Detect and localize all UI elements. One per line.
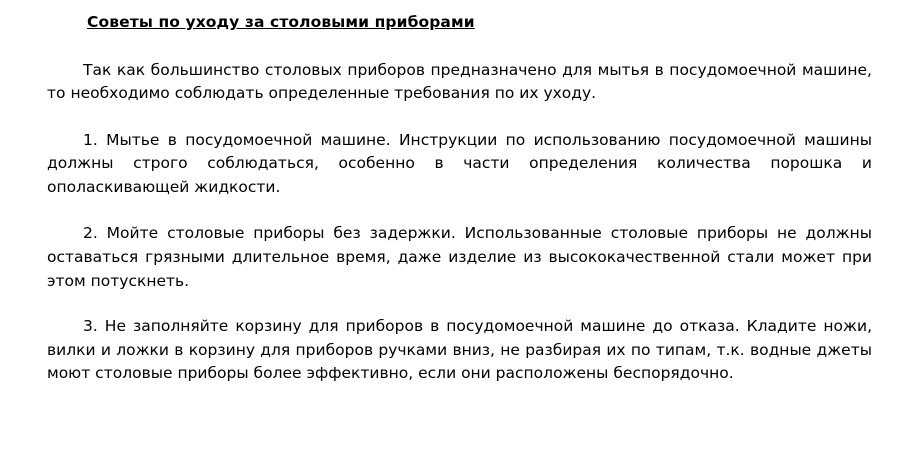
page-title: Советы по уходу за столовыми приборами — [87, 13, 475, 31]
paragraph-item-3: 3. Не заполняйте корзину для приборов в посудомоечной машине до отказа. Кладите ножи, вилки и ложки в корзину для приборов ручками вниз, не разбирая их по типам, т.к. водные джеты моют столовые приборы более эффективно, если они расположены беспорядочно. — [47, 317, 872, 383]
paragraph-item-2: 2. Мойте столовые приборы без задержки. Использованные столовые приборы не должны оставаться грязными длительное время, даже изделие из высококачественной стали может при этом потускнеть. — [47, 224, 872, 290]
title-spacer — [47, 34, 872, 59]
paragraph-spacer-2 — [47, 199, 872, 222]
paragraph-intro: Так как большинство столовых приборов предназначено для мытья в посудомоечной машине, то необходимо соблюдать определенные требования по их уходу. — [47, 60, 872, 103]
paragraph-spacer-1 — [47, 106, 872, 129]
paragraph-spacer-3 — [47, 293, 872, 315]
paragraph-item-1: 1. Мытье в посудомоечной машине. Инструкции по использованию посудомоечной машины должны строго соблюдаться, особенно в части определения количества порошка и ополаскивающей жидкости. — [47, 130, 872, 196]
